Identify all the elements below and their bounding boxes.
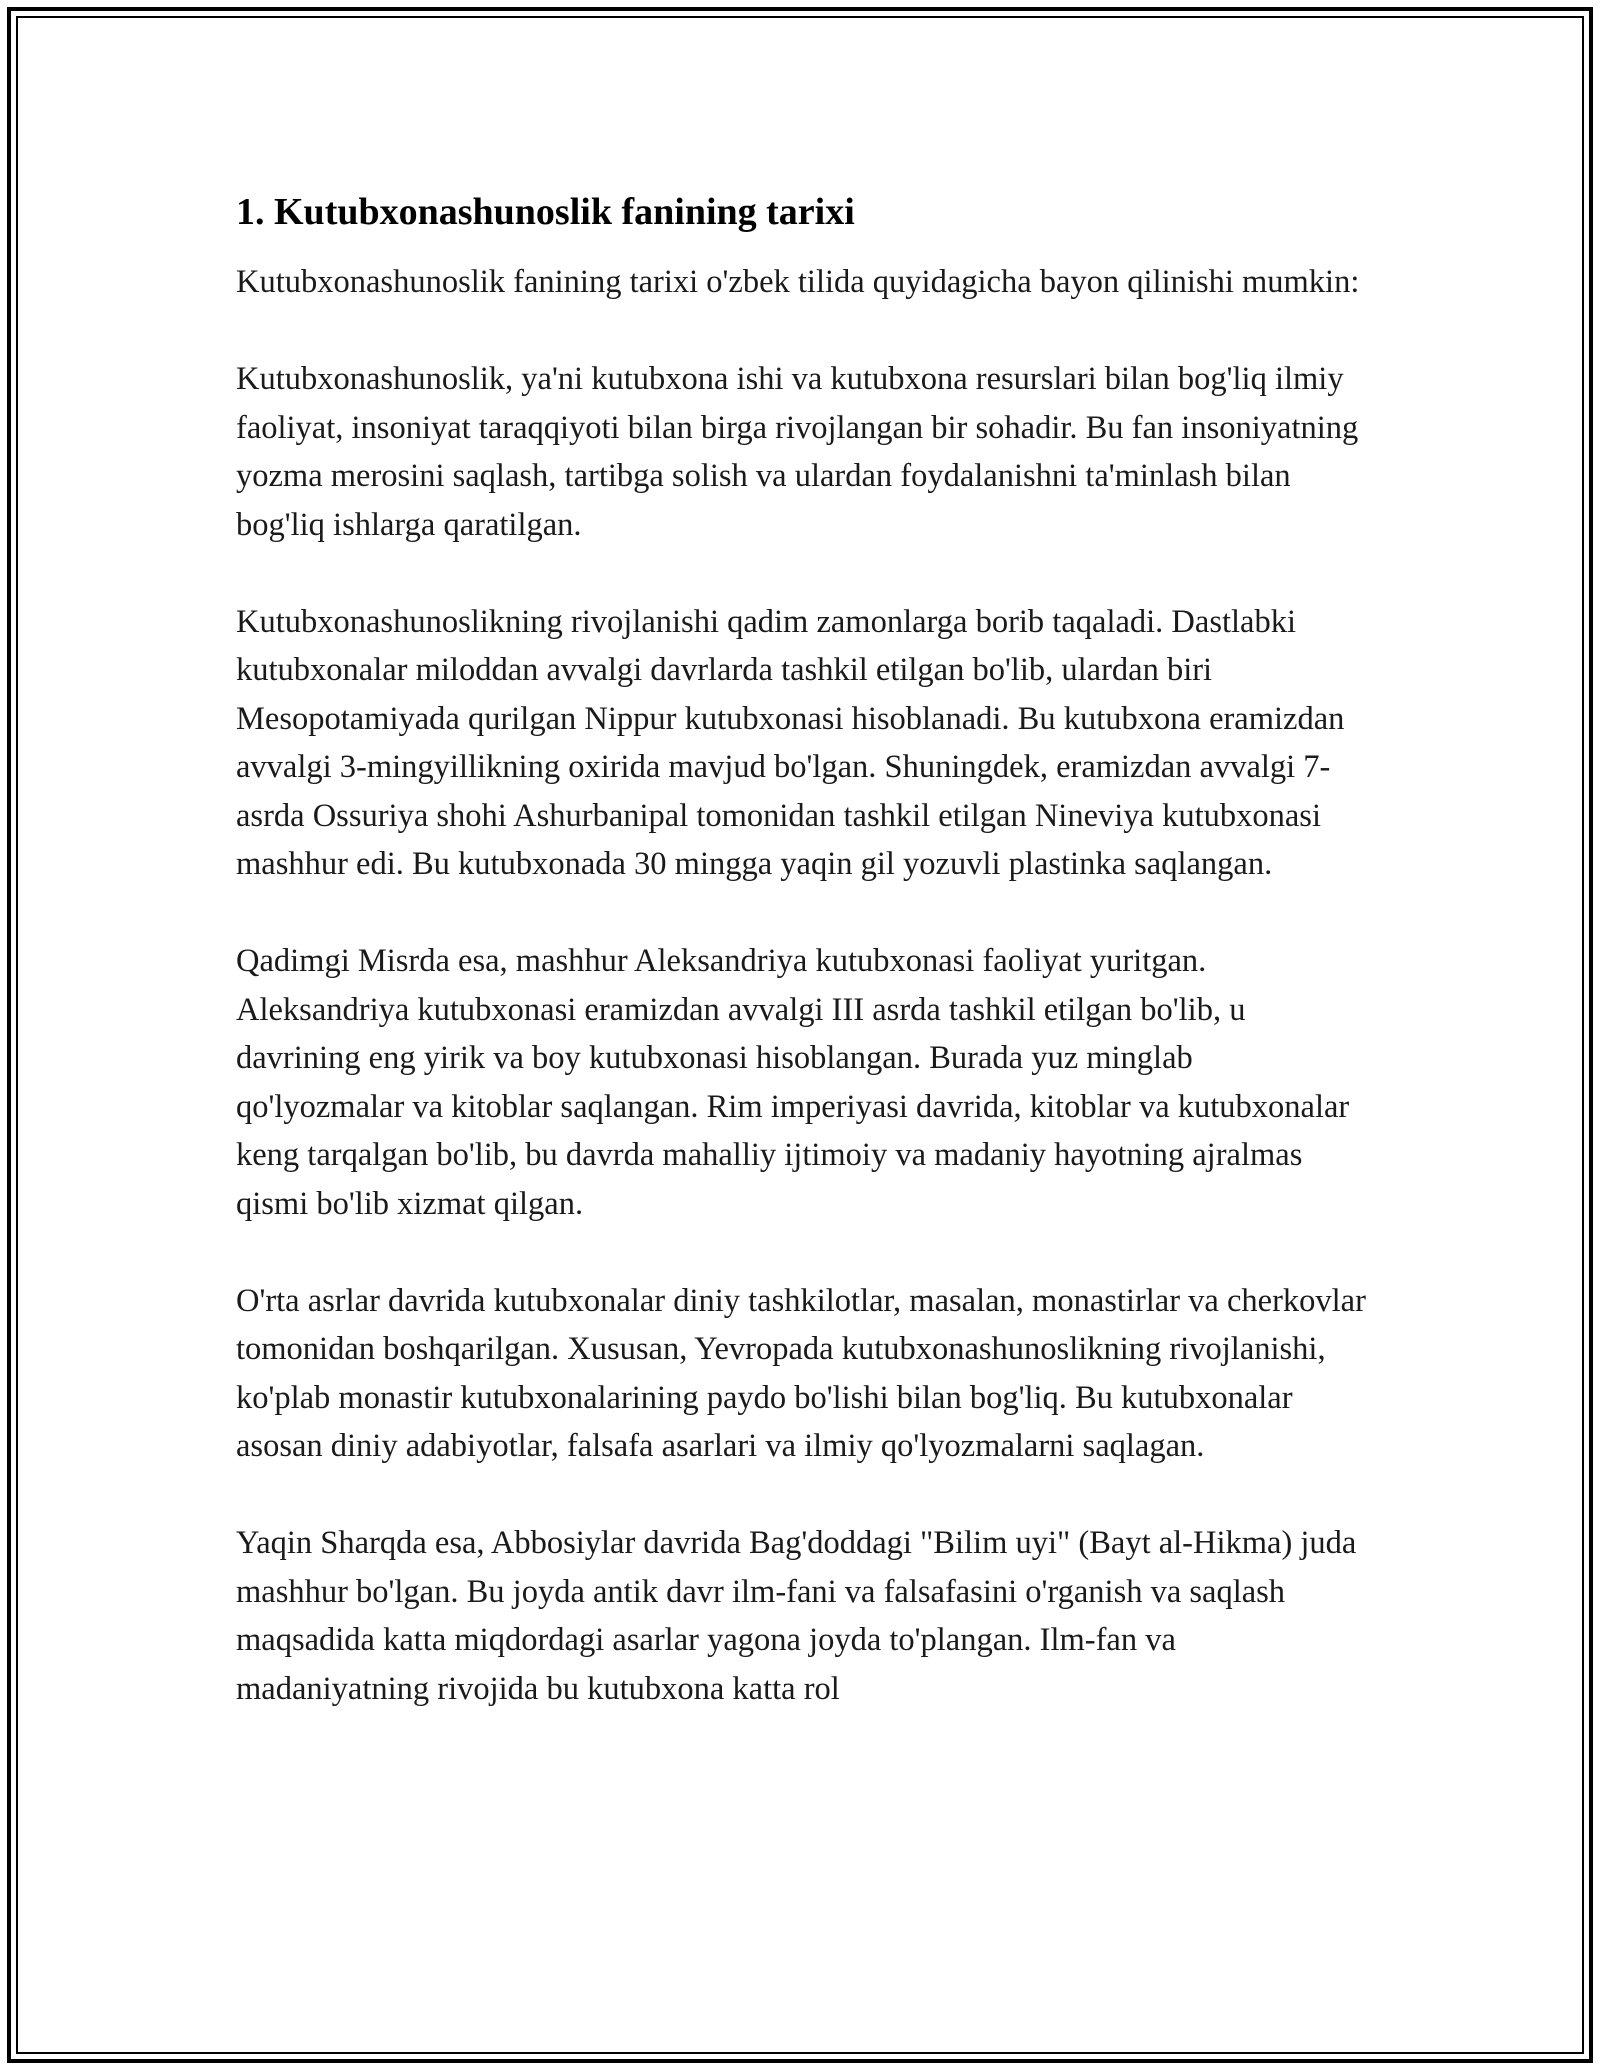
paragraph-egypt-rome: Qadimgi Misrda esa, mashhur Aleksandriya kutubxonasi faoliyat yuritgan. Aleksandriya kutubxonasi eramizdan avvalgi III asrda tashkil etilgan bo'lib, u davrining eng yirik va boy kutubxonasi hisoblangan. Burada yuz minglab qo'lyozmalar va kitoblar saqlangan. Rim imperiyasi davrida, kitoblar va kutubxonalar keng tarqalgan bo'lib, bu davrda mahalliy ijtimoiy va madaniy hayotning ajralmas qismi bo'lib xizmat qilgan. [236, 943, 1350, 1222]
document-title: 1. Kutubxonashunoslik fanining tarixi [236, 191, 855, 233]
paragraph-intro: Kutubxonashunoslik fanining tarixi o'zbek tilida quyidagicha bayon qilinishi mumkin: [236, 264, 1360, 300]
paragraph-ancient-history: Kutubxonashunoslikning rivojlanishi qadim zamonlarga borib taqaladi. Dastlabki kutubxonalar miloddan avvalgi davrlarda tashkil etilgan bo'lib, ulardan biri Mesopotamiyada qurilgan Nippur kutubxonasi hisoblanadi. Bu kutubxona eramizdan avvalgi 3-mingyillikning oxirida mavjud bo'lgan. Shuningdek, eramizdan avvalgi 7-asrda Ossuriya shohi Ashurbanipal tomonidan tashkil etilgan Nineviya kutubxonasi mashhur edi. Bu kutubxonada 30 mingga yaqin gil yozuvli plastinka saqlangan. [236, 603, 1345, 882]
paragraph-near-east: Yaqin Sharqda esa, Abbosiylar davrida Bag'doddagi "Bilim uyi" (Bayt al-Hikma) juda mashhur bo'lgan. Bu joyda antik davr ilm-fani va falsafasini o'rganish va saqlash maqsadida katta miqdordagi asarlar yagona joyda to'plangan. Ilm-fan va madaniyatning rivojida bu kutubxona katta rol [236, 1525, 1357, 1707]
paragraph-definition: Kutubxonashunoslik, ya'ni kutubxona ishi va kutubxona resurslari bilan bog'liq ilmiy faoliyat, insoniyat taraqqiyoti bilan birga rivojlangan bir sohadir. Bu fan insoniyatning yozma merosini saqlash, tartibga solish va ulardan foydalanishni ta'minlash bilan bog'liq ishlarga qaratilgan. [236, 361, 1359, 543]
document-body [236, 188, 1366, 1762]
paragraph-middle-ages: O'rta asrlar davrida kutubxonalar diniy tashkilotlar, masalan, monastirlar va cherkovlar tomonidan boshqarilgan. Xususan, Yevropada kutubxonashunoslikning rivojlanishi, ko'plab monastir kutubxonalarining paydo bo'lishi bilan bog'liq. Bu kutubxonalar asosan diniy adabiyotlar, falsafa asarlari va ilmiy qo'lyozmalarni saqlagan. [236, 1282, 1366, 1464]
